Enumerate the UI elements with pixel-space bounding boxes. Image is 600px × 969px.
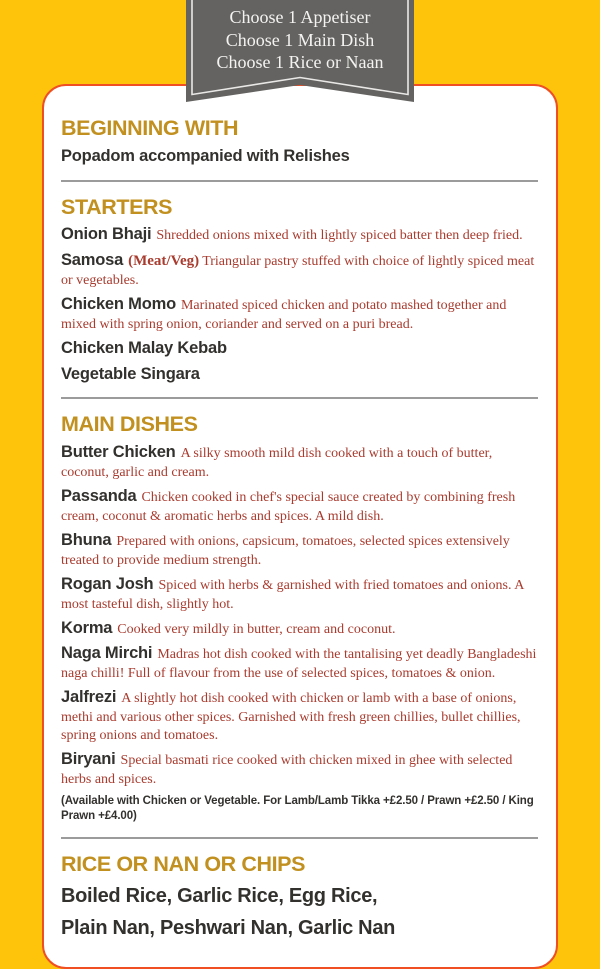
menu-item: [61, 619, 538, 639]
menu-item: [61, 225, 538, 245]
choice-ribbon: [186, 0, 414, 104]
dish-name: Korma: [61, 618, 113, 637]
menu-item: [61, 339, 538, 359]
section-divider: [61, 837, 538, 839]
dish-name: Butter Chicken: [61, 443, 176, 462]
dish-name: Biryani: [61, 750, 116, 769]
section-divider: [61, 180, 538, 182]
menu-item: [61, 644, 538, 682]
menu-item: [61, 688, 538, 744]
dish-name: Rogan Josh: [61, 574, 154, 593]
ribbon-line-main-dish: Choose 1 Main Dish: [225, 29, 375, 50]
dish-name: Samosa: [61, 251, 124, 270]
section-title: BEGINNING WITH: [61, 116, 239, 140]
menu-item: [61, 575, 538, 613]
menu-sections: [61, 116, 538, 941]
dish-name: Passanda: [61, 486, 137, 505]
menu-item: [61, 251, 538, 289]
menu-item: [61, 750, 538, 788]
section-title: STARTERS: [61, 194, 173, 219]
dish-name: Chicken Momo: [61, 294, 176, 313]
section-title: MAIN DISHES: [61, 412, 198, 437]
dish-description: Marinated spiced chicken and potato mashed together and mixed with spring onion, coriander and served on a puri bread.: [61, 297, 507, 332]
dish-name: Boiled Rice, Garlic Rice, Egg Rice,: [61, 884, 378, 907]
dish-description: A slightly hot dish cooked with chicken or lamb with a base of onions, methi and various other spices. Garnished with fresh green chillies, bullet chillies, spring onions and tomatoes.: [61, 691, 521, 744]
dish-description: Chicken cooked in chef's special sauce created by combining fresh cream, coconut & aromatic herbs and spices. A mild dish.: [61, 489, 516, 524]
menu-item: [61, 883, 538, 909]
dish-description: Special basmati rice cooked with chicken mixed in ghee with selected herbs and spices.: [61, 753, 513, 788]
dish-name: Vegetable Singara: [61, 364, 200, 383]
menu-item: [61, 443, 538, 481]
dish-name: Jalfrezi: [61, 688, 117, 707]
menu-item: [61, 365, 538, 385]
dish-description: Madras hot dish cooked with the tantalising yet deadly Bangladeshi naga chilli! Full of flavour from the use of selected spices, tomatoes & onion.: [61, 647, 537, 682]
ribbon-line-rice-naan: Choose 1 Rice or Naan: [216, 52, 384, 72]
menu-item: [61, 915, 538, 941]
dish-name: Naga Mirchi: [61, 644, 153, 663]
menu-card: [42, 84, 558, 969]
ribbon-line-appetiser: Choose 1 Appetiser: [229, 7, 371, 27]
menu-item: [61, 147, 538, 167]
menu-section: [61, 412, 538, 824]
dish-name: Chicken Malay Kebab: [61, 338, 227, 357]
menu-section: [61, 852, 538, 942]
dish-tag: (Meat/Veg): [128, 253, 200, 270]
menu-section: [61, 195, 538, 385]
menu-item: [61, 487, 538, 525]
dish-description: Cooked very mildly in butter, cream and coconut.: [117, 621, 396, 637]
dish-description: Triangular pastry stuffed with choice of lightly spiced meat or vegetables.: [61, 254, 535, 288]
dish-description: A silky smooth mild dish cooked with a touch of butter, coconut, garlic and cream.: [61, 446, 493, 480]
dish-description: Spiced with herbs & garnished with fried tomatoes and onions. A most tasteful dish, slightly hot.: [61, 577, 524, 612]
section-title: RICE OR NAN OR CHIPS: [61, 851, 306, 876]
ribbon-text: [186, 6, 414, 74]
section-divider: [61, 397, 538, 399]
dish-name: Plain Nan, Peshwari Nan, Garlic Nan: [61, 917, 396, 940]
dish-name: Popadom accompanied with Relishes: [61, 146, 350, 165]
dish-name: Bhuna: [61, 530, 112, 549]
menu-item: [61, 531, 538, 569]
dish-price-note: (Available with Chicken or Vegetable. For Lamb/Lamb Tikka +£2.50 / Prawn +£2.50 / King Prawn +£4.00): [61, 795, 534, 823]
dish-description: Shredded onions mixed with lightly spiced batter then deep fried.: [156, 228, 523, 244]
menu-section: [61, 116, 538, 167]
dish-description: Prepared with onions, capsicum, tomatoes, selected spices extensively treated to provide medium strength.: [61, 533, 510, 568]
dish-name: Onion Bhaji: [61, 225, 152, 244]
menu-item: [61, 295, 538, 333]
